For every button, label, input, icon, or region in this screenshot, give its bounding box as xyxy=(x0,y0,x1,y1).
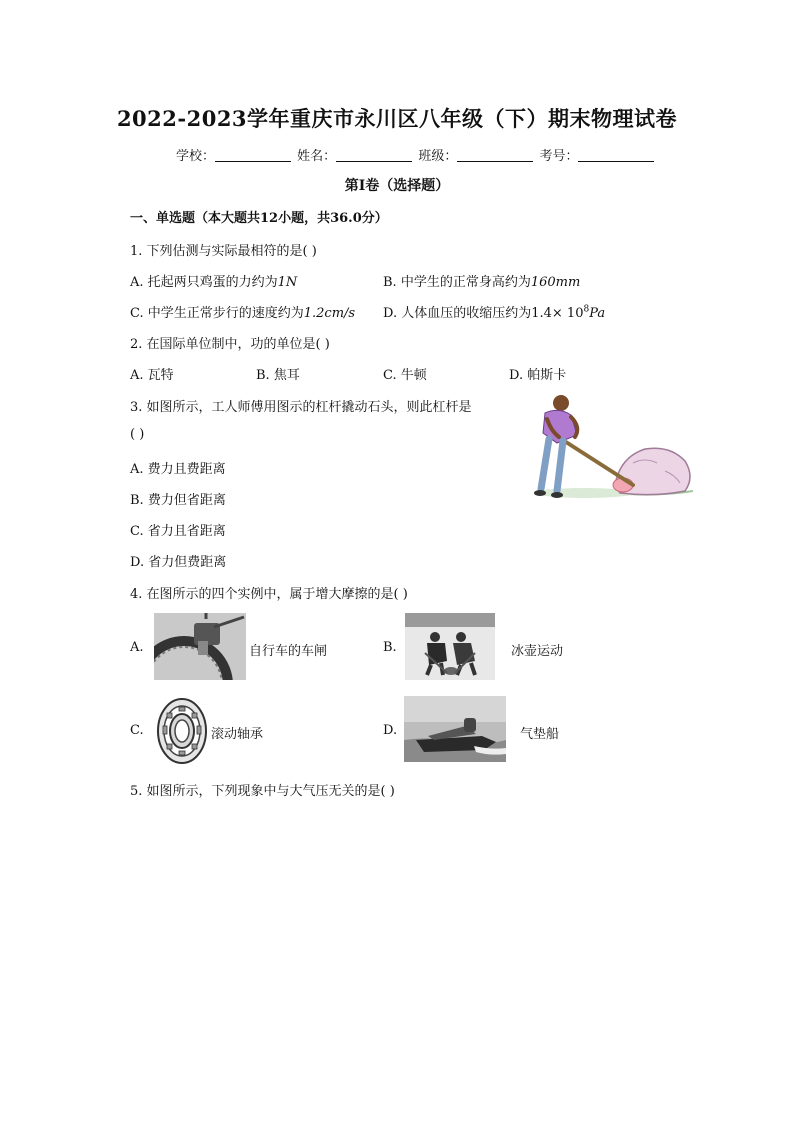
section-title: 第I卷（选择题） xyxy=(344,178,450,194)
curling-photo xyxy=(405,613,495,680)
school-label: 学校： xyxy=(176,149,216,164)
bicycle-brake-photo xyxy=(154,613,246,680)
lever-worker-illustration xyxy=(515,393,697,513)
q3-option-a[interactable]: A. 费力且费距离 xyxy=(130,462,226,477)
hovercraft-photo xyxy=(404,696,506,762)
q4-option-a-label[interactable]: A. xyxy=(130,640,144,655)
q1-option-a-value: 1N xyxy=(277,275,298,290)
q1-option-b[interactable] xyxy=(383,271,580,290)
q3-option-b[interactable]: B. 费力但省距离 xyxy=(130,493,226,508)
q4-option-b-label[interactable]: B. xyxy=(383,640,397,655)
q1-option-a[interactable] xyxy=(130,271,297,290)
q2-option-b[interactable]: B. 焦耳 xyxy=(256,368,300,383)
q1-option-c-text: C. 中学生正常步行的速度约为 xyxy=(130,306,304,321)
q2-option-c[interactable]: C. 牛顿 xyxy=(383,368,427,383)
q1-option-c-value: 1.2cm/s xyxy=(303,306,356,321)
q1-option-d[interactable] xyxy=(383,302,605,321)
q4-option-d-label[interactable]: D. xyxy=(383,723,398,738)
class-label: 班级： xyxy=(418,149,458,164)
q1-option-a-text: A. 托起两只鸡蛋的力约为 xyxy=(130,275,278,290)
q1-option-d-text: D. 人体血压的收缩压约为 xyxy=(383,306,532,321)
q1-option-d-unit: Pa xyxy=(589,306,606,321)
q4-option-a-caption: 自行车的车闸 xyxy=(249,644,328,659)
q1-option-c[interactable] xyxy=(130,302,355,321)
q1-option-d-exponent: 8 xyxy=(583,304,590,315)
exam-title: 2022-2023学年重庆市永川区八年级（下）期末物理试卷 xyxy=(116,106,678,131)
q3-option-d[interactable]: D. 省力但费距离 xyxy=(130,555,227,570)
q1-option-d-number: 1.4× 10 xyxy=(531,306,584,321)
school-blank[interactable] xyxy=(215,149,291,162)
q4-option-b-caption: 冰壶运动 xyxy=(511,644,564,659)
name-label: 姓名： xyxy=(297,149,337,164)
q4-stem: 4. 在图所示的四个实例中，属于增大摩擦的是( ) xyxy=(130,587,408,602)
q5-stem: 5. 如图所示，下列现象中与大气压无关的是( ) xyxy=(130,784,395,799)
class-blank[interactable] xyxy=(457,149,533,162)
q2-stem: 2. 在国际单位制中，功的单位是( ) xyxy=(130,337,330,352)
q2-option-d[interactable]: D. 帕斯卡 xyxy=(509,368,567,383)
q3-paren: ( ) xyxy=(130,427,145,442)
ball-bearing-illustration xyxy=(152,696,208,766)
q4-option-d-caption: 气垫船 xyxy=(520,727,560,742)
q4-option-c-label[interactable]: C. xyxy=(130,723,144,738)
q1-option-b-value: 160mm xyxy=(530,275,581,290)
number-label: 考号： xyxy=(539,149,579,164)
name-blank[interactable] xyxy=(336,149,412,162)
q1-stem: 1. 下列估测与实际最相符的是( ) xyxy=(130,244,317,259)
q3-option-c[interactable]: C. 省力且省距离 xyxy=(130,524,226,539)
student-info-line xyxy=(176,145,656,164)
q2-option-a[interactable]: A. 瓦特 xyxy=(130,368,174,383)
part-title: 一、单选题（本大题共12小题，共36.0分） xyxy=(130,211,388,226)
number-blank[interactable] xyxy=(578,149,654,162)
q1-option-b-text: B. 中学生的正常身高约为 xyxy=(383,275,531,290)
q3-stem: 3. 如图所示，工人师傅用图示的杠杆撬动石头，则此杠杆是 xyxy=(130,400,472,415)
q4-option-c-caption: 滚动轴承 xyxy=(211,727,264,742)
